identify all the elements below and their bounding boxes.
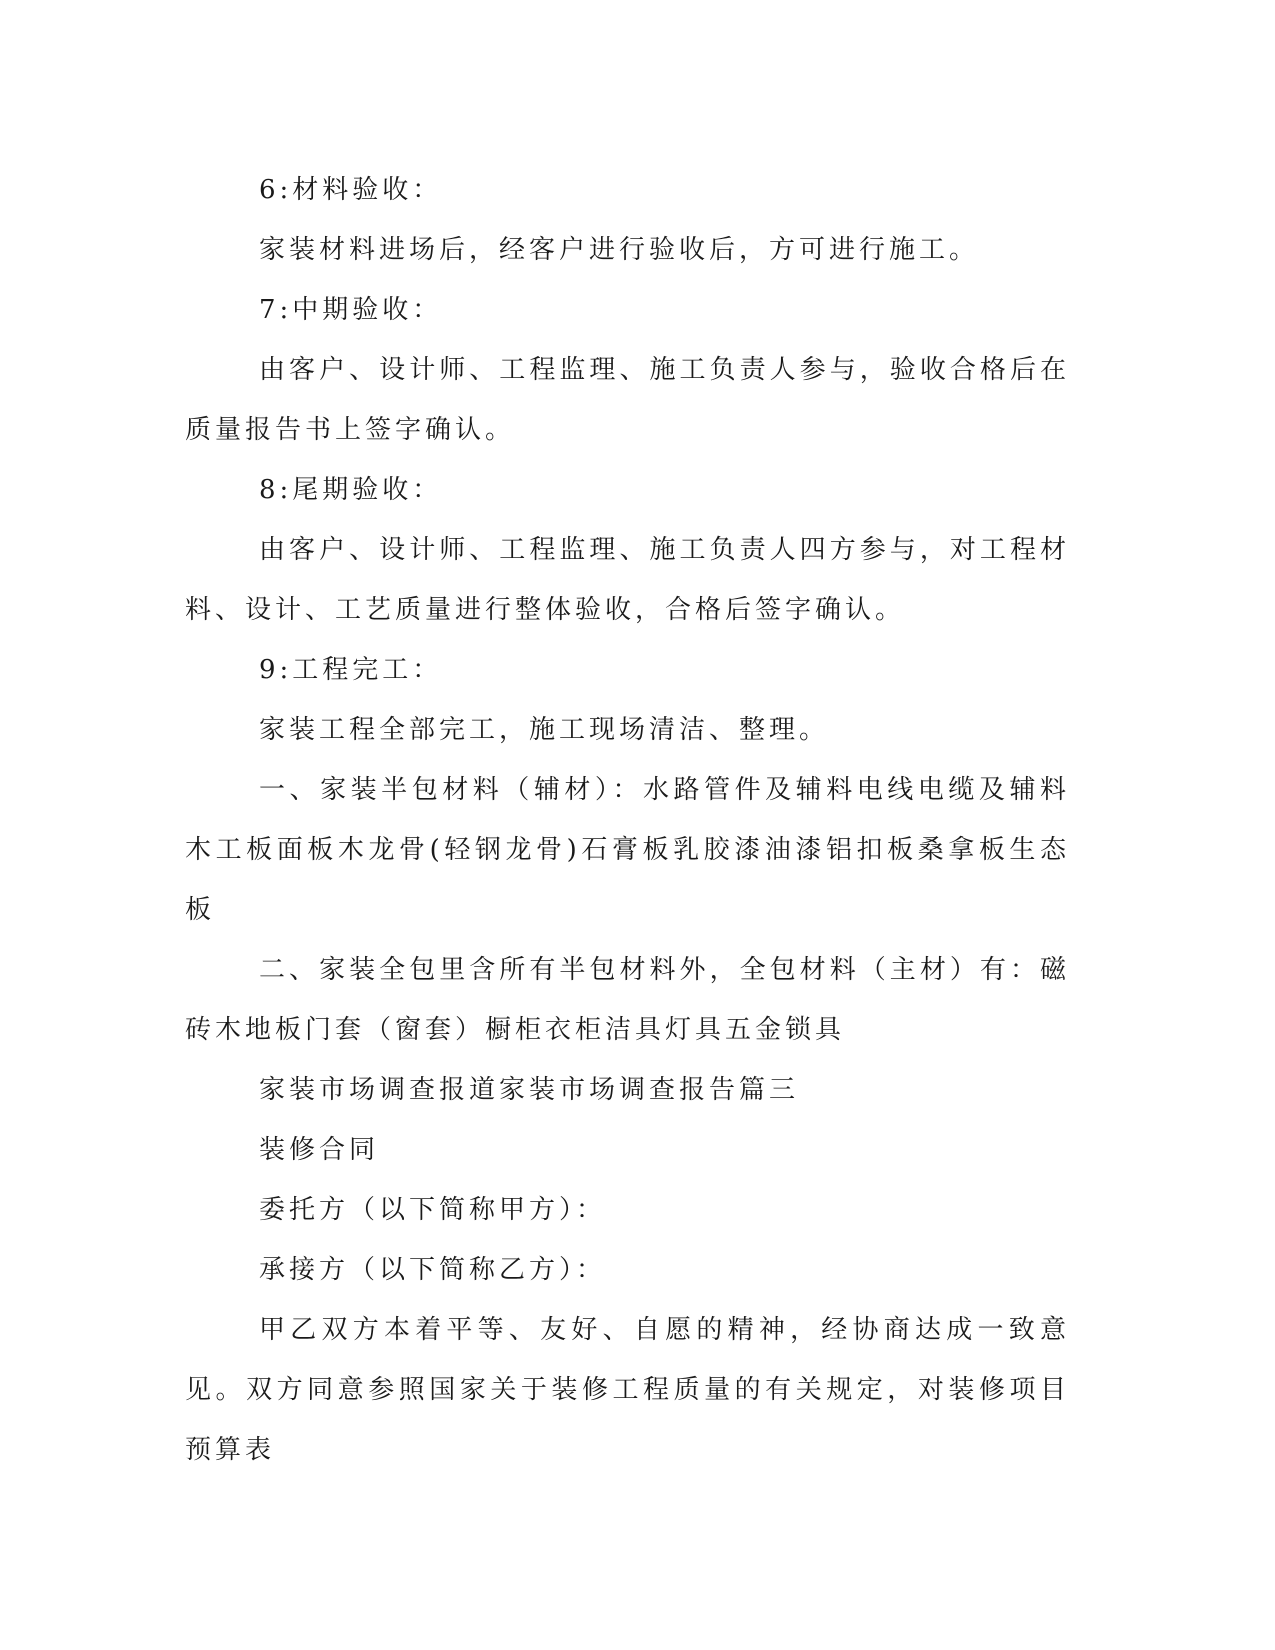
section-heading-completion: 9:工程完工： — [259, 655, 443, 685]
paragraph-completion: 家装工程全部完工，施工现场清洁、整理。 — [259, 715, 830, 745]
paragraph-half-package-materials: 一、家装半包材料（辅材）：水路管件及辅料电线电缆及辅料木工板面板木龙骨(轻钢龙骨)石膏板乳胶漆油漆铝扣板桑拿板生态板 — [185, 775, 1070, 925]
article-title: 家装市场调查报道家装市场调查报告篇三 — [259, 1075, 800, 1105]
party-b-line: 承接方（以下简称乙方）： — [259, 1255, 607, 1285]
section-heading-material-acceptance: 6:材料验收： — [259, 175, 443, 205]
party-a-line: 委托方（以下简称甲方）： — [259, 1195, 607, 1225]
contract-title: 装修合同 — [259, 1135, 380, 1165]
section-heading-midterm-acceptance: 7:中期验收： — [259, 295, 443, 325]
paragraph-agreement: 甲乙双方本着平等、友好、自愿的精神，经协商达成一致意见。双方同意参照国家关于装修工程质量的有关规定，对装修项目预算表 — [185, 1315, 1070, 1465]
paragraph-midterm-acceptance: 由客户、设计师、工程监理、施工负责人参与，验收合格后在质量报告书上签字确认。 — [185, 355, 1070, 445]
document-body — [185, 160, 1070, 1480]
paragraph-full-package-materials: 二、家装全包里含所有半包材料外，全包材料（主材）有：磁砖木地板门套（窗套）橱柜衣柜洁具灯具五金锁具 — [185, 955, 1070, 1045]
paragraph-material-acceptance: 家装材料进场后，经客户进行验收后，方可进行施工。 — [259, 235, 980, 265]
section-heading-final-acceptance: 8:尾期验收： — [259, 475, 443, 505]
paragraph-final-acceptance: 由客户、设计师、工程监理、施工负责人四方参与，对工程材料、设计、工艺质量进行整体验收，合格后签字确认。 — [185, 535, 1070, 625]
